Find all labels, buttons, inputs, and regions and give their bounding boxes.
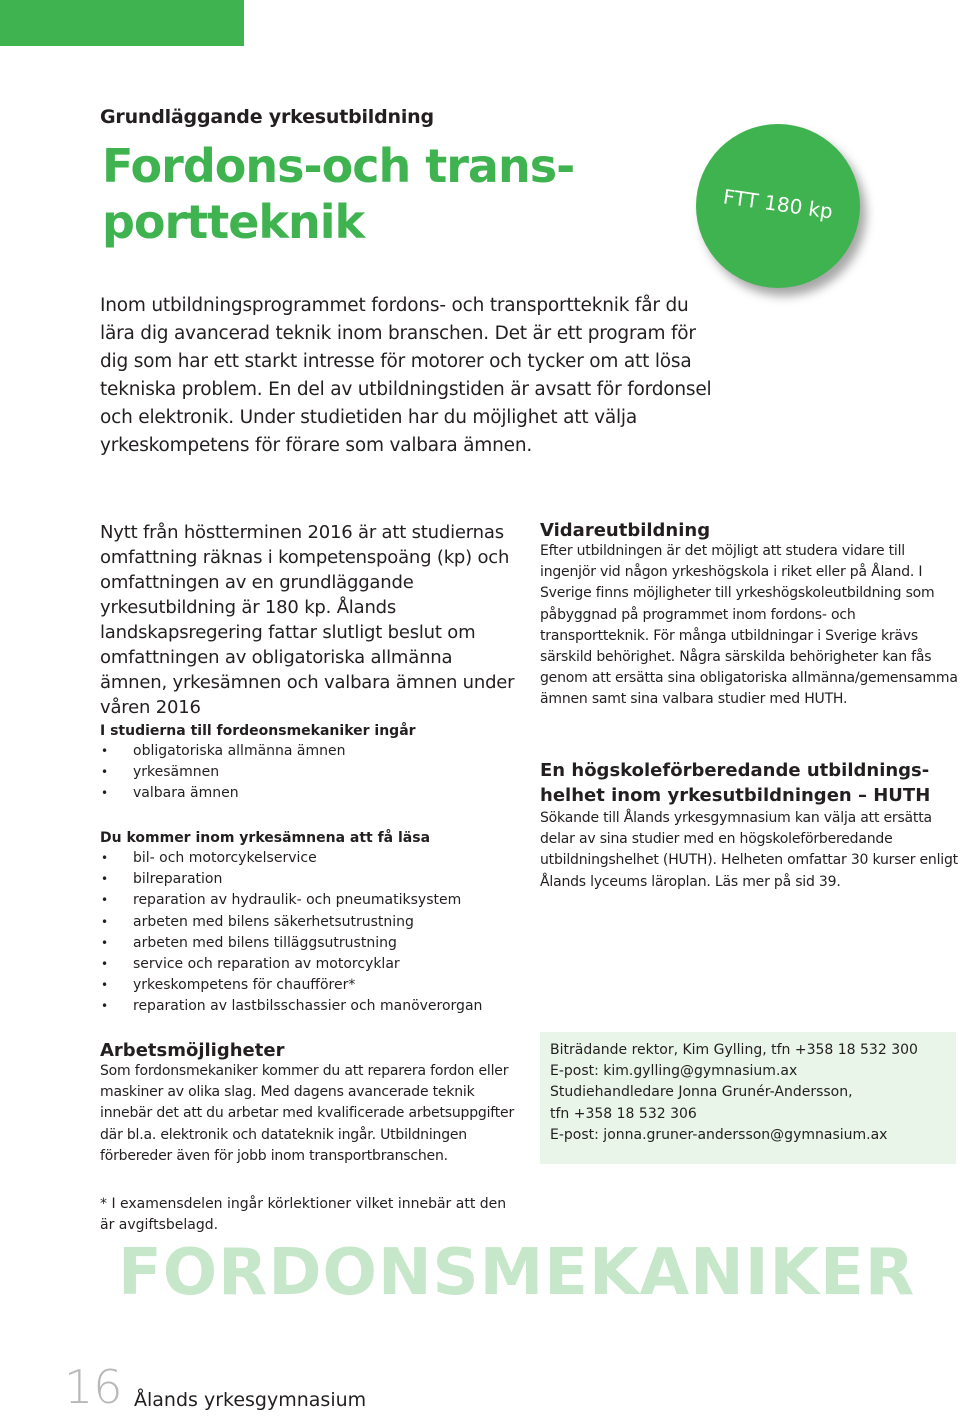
huth-title-line-2: helhet inom yrkesutbildningen – HUTH	[540, 785, 931, 806]
bullet-icon: •	[101, 851, 109, 865]
huth-section	[540, 758, 960, 893]
contact-line: Studiehandledare Jonna Grunér-Andersson,	[550, 1084, 853, 1101]
subjects-list	[100, 848, 530, 1018]
profession-watermark-title: FORDONSMEKANIKER	[118, 1236, 916, 1310]
list-item: • valbara ämnen	[100, 783, 530, 804]
section-subtitle: Grundläggande yrkesutbildning	[100, 106, 434, 128]
list-item: • bilreparation	[100, 869, 530, 890]
footnote: * I examensdelen ingår körlektioner vilket innebär att den är avgiftsbelagd.	[100, 1196, 507, 1233]
further-education-section	[540, 520, 960, 711]
credits-badge-text: FTT 180 kp	[721, 184, 835, 224]
bullet-icon: •	[101, 744, 109, 758]
contact-line: Biträdande rektor, Kim Gylling, tfn +358 18 532 300	[550, 1042, 918, 1058]
subjects-title: Du kommer inom yrkesämnena att få läsa	[100, 830, 431, 846]
list-item: • obligatoriska allmänna ämnen	[100, 741, 530, 762]
kp-notice: Nytt från höstterminen 2016 är att studiernas omfattning räknas i kompetenspoäng (kp) och omfattningen av en grundläggande yrkesutbildning är 180 kp. Ålands landskapsregering fattar slutligt beslut om omfattningen av obligatoriska allmänna ämnen, yrkesämnen och valbara ämnen under våren 2016	[100, 522, 515, 718]
bullet-icon: •	[101, 914, 109, 929]
page-title-line-1: Fordons-och trans-	[102, 139, 575, 193]
career-section	[100, 1040, 520, 1167]
bullet-icon: •	[101, 999, 109, 1014]
top-accent-bar	[0, 0, 244, 46]
list-item: • yrkeskompetens för chaufförer*	[100, 975, 530, 996]
further-education-title: Vidareutbildning	[540, 520, 711, 541]
list-item: • yrkesämnen	[100, 762, 530, 783]
intro-paragraph: Inom utbildningsprogrammet fordons- och transportteknik får du lära dig avancerad teknik inom branschen. Det är ett program för dig som har ett starkt intresse för motorer och tycker om att lösa tekniska problem. En del av utbildningstiden är avsatt för fordonsel och elektronik. Under studietiden har du möjlighet att välja yrkeskompetens för förare som valbara ämnen.	[100, 295, 712, 456]
contact-line: tfn +358 18 532 306	[550, 1105, 697, 1122]
list-item: • arbeten med bilens säkerhetsutrustning	[100, 912, 530, 933]
studies-list	[100, 741, 530, 805]
huth-title-line-1: En högskoleförberedande utbildnings-	[540, 760, 930, 781]
bullet-icon: •	[101, 765, 109, 780]
bullet-icon: •	[101, 872, 109, 887]
school-name: Ålands yrkesgymnasium	[134, 1389, 367, 1411]
contact-box	[540, 1032, 956, 1164]
page-number: 16	[64, 1360, 123, 1414]
contact-line: E-post: jonna.gruner-andersson@gymnasium.ax	[550, 1126, 888, 1143]
list-item: • service och reparation av motorcyklar	[100, 954, 530, 975]
further-education-text: Efter utbildningen är det möjligt att studera vidare till ingenjör vid någon yrkeshögskola i riket eller på Åland. I Sverige finns möjligheter till yrkeshögskoleutbildning som påbyggnad på programmet inom fordons- och transportteknik. För många utbildningar i Sverige krävs särskild behörighet. Några särskilda behörigheter kan fås genom att ersätta sina obligatoriska allmänna/gemensamma ämnen samt sina valbara studier med HUTH.	[540, 543, 958, 708]
bullet-icon: •	[101, 957, 109, 972]
list-item: • arbeten med bilens tilläggsutrustning	[100, 933, 530, 954]
subjects-section	[100, 830, 530, 1018]
huth-text: Sökande till Ålands yrkesgymnasium kan välja att ersätta delar av sina studier med en högskoleförberedande utbildningshelhet (HUTH). Helheten omfattar 30 kurser enligt Ålands lyceums läroplan. Läs mer på sid 39.	[540, 810, 958, 890]
bullet-icon: •	[101, 978, 109, 993]
page-title	[102, 138, 662, 250]
studies-title: I studierna till fordeonsmekaniker ingår	[100, 723, 416, 739]
list-item: • reparation av lastbilsschassier och manöverorgan	[100, 996, 530, 1017]
bullet-icon: •	[101, 935, 109, 950]
studies-section	[100, 723, 530, 805]
page-title-line-2: portteknik	[102, 195, 365, 249]
list-item: • reparation av hydraulik- och pneumatiksystem	[100, 890, 530, 911]
career-text: Som fordonsmekaniker kommer du att reparera fordon eller maskiner av olika slag. Med dagens avancerade teknik innebär det att du arbetar med kvalificerade arbetsuppgifter där bl.a. elektronik och datateknik ingår. Utbildningen förbereder även för jobb inom transportbranschen.	[100, 1063, 515, 1164]
bullet-icon: •	[101, 893, 109, 908]
credits-badge	[696, 124, 860, 288]
bullet-icon: •	[101, 786, 109, 801]
career-title: Arbetsmöjligheter	[100, 1040, 285, 1061]
contact-line: E-post: kim.gylling@gymnasium.ax	[550, 1063, 798, 1080]
contact-lines	[550, 1040, 918, 1146]
list-item: • bil- och motorcykelservice	[100, 848, 530, 869]
